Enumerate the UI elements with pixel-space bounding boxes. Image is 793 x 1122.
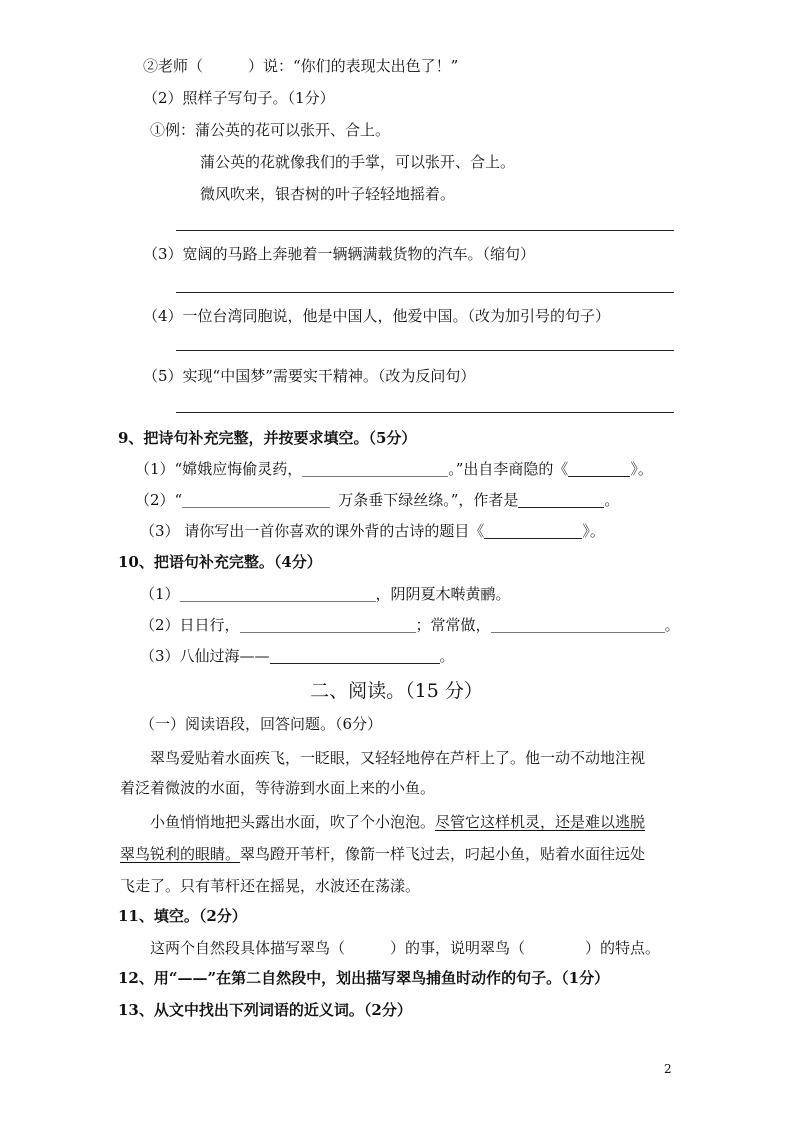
fill-blank (491, 616, 665, 633)
reading-part-label: （一）阅读语段，回答问题。（6分） (140, 715, 383, 733)
q9-line3: （3） 请你写出一首你喜欢的课外背的古诗的题目《 》。 (140, 522, 605, 540)
q8-sub3: （3）宽阔的马路上奔驰着一辆辆满载货物的汽车。（缩句） (143, 245, 536, 263)
passage-p2-line2: 翠鸟锐利的眼睛。翠鸟蹬开苇杆，像箭一样飞过去，叼起小鱼，贴着水面往远处 (120, 845, 646, 863)
q11-title: 11、填空。（2分） (118, 907, 247, 925)
fill-blank (182, 491, 330, 508)
answer-line (176, 412, 674, 413)
q12-title: 12、用“——”在第二自然段中，划出描写翠鸟捕鱼时动作的句子。（1分） (118, 969, 610, 987)
fill-blank (270, 647, 440, 664)
passage-p2-line1: 小鱼悄悄地把头露出水面，吹了个小泡泡。尽管它这样机灵，还是难以逃脱 (150, 813, 646, 831)
q9-line2: （2）“ 万条垂下绿丝绦。”，作者是 。 (135, 491, 620, 509)
q8-sub2-label: （2）照样子写句子。（1分） (143, 89, 335, 107)
fill-blank (240, 616, 416, 633)
fill-blank (518, 491, 604, 508)
passage-p2-line3: 飞走了。只有苇杆还在摇晃，水波还在荡漾。 (120, 877, 421, 895)
passage-p1-line2: 着泛着微波的水面，等待游到水面上来的小鱼。 (120, 779, 436, 797)
section-title: 二、阅读。（15 分） (310, 680, 483, 702)
q8-example-line2: 蒲公英的花就像我们的手掌，可以张开、合上。 (200, 153, 516, 171)
q8-example-line1: ①例：蒲公英的花可以张开、合上。 (150, 121, 391, 139)
fill-blank (302, 460, 448, 477)
q10-title: 10、把语句补充完整。（4分） (118, 553, 322, 571)
q8-item2: ②老师（ ）说：“你们的表现太出色了！” (143, 57, 459, 75)
page-number: 2 (664, 1062, 672, 1076)
q8-task-sentence: 微风吹来，银杏树的叶子轻轻地摇着。 (200, 185, 456, 203)
q9-line1: （1）“嫦娥应悔偷灵药， 。”出自李商隐的《 》。 (135, 460, 653, 478)
q8-sub5: （5）实现“中国梦”需要实干精神。（改为反问句） (143, 367, 476, 385)
q8-sub4: （4）一位台湾同胞说，他是中国人，他爱中国。（改为加引号的句子） (143, 307, 611, 325)
q10-line1: （1） ，阴阴夏木啭黄鹂。 (140, 585, 511, 603)
q13-title: 13、从文中找出下列词语的近义词。（2分） (118, 1001, 412, 1019)
underlined-sentence: 翠鸟锐利的眼睛。 (120, 845, 241, 863)
answer-line (176, 230, 674, 231)
answer-line (176, 350, 674, 351)
q11-text: 这两个自然段具体描写翠鸟（ ）的事，说明翠鸟（ ）的特点。 (150, 939, 661, 957)
q10-line2: （2）日日行， ；常常做， 。 (140, 616, 680, 634)
q9-title: 9、把诗句补充完整，并按要求填空。（5分） (118, 429, 417, 447)
fill-blank (180, 585, 376, 602)
fill-blank (568, 460, 630, 477)
answer-line (176, 292, 674, 293)
underlined-sentence: 尽管它这样机灵，还是难以逃脱 (435, 813, 646, 831)
q10-line3: （3）八仙过海—— 。 (140, 647, 455, 665)
passage-p1-line1: 翠鸟爱贴着水面疾飞，一眨眼，又轻轻地停在芦杆上了。他一动不动地注视 (150, 749, 646, 767)
fill-blank (484, 522, 582, 539)
